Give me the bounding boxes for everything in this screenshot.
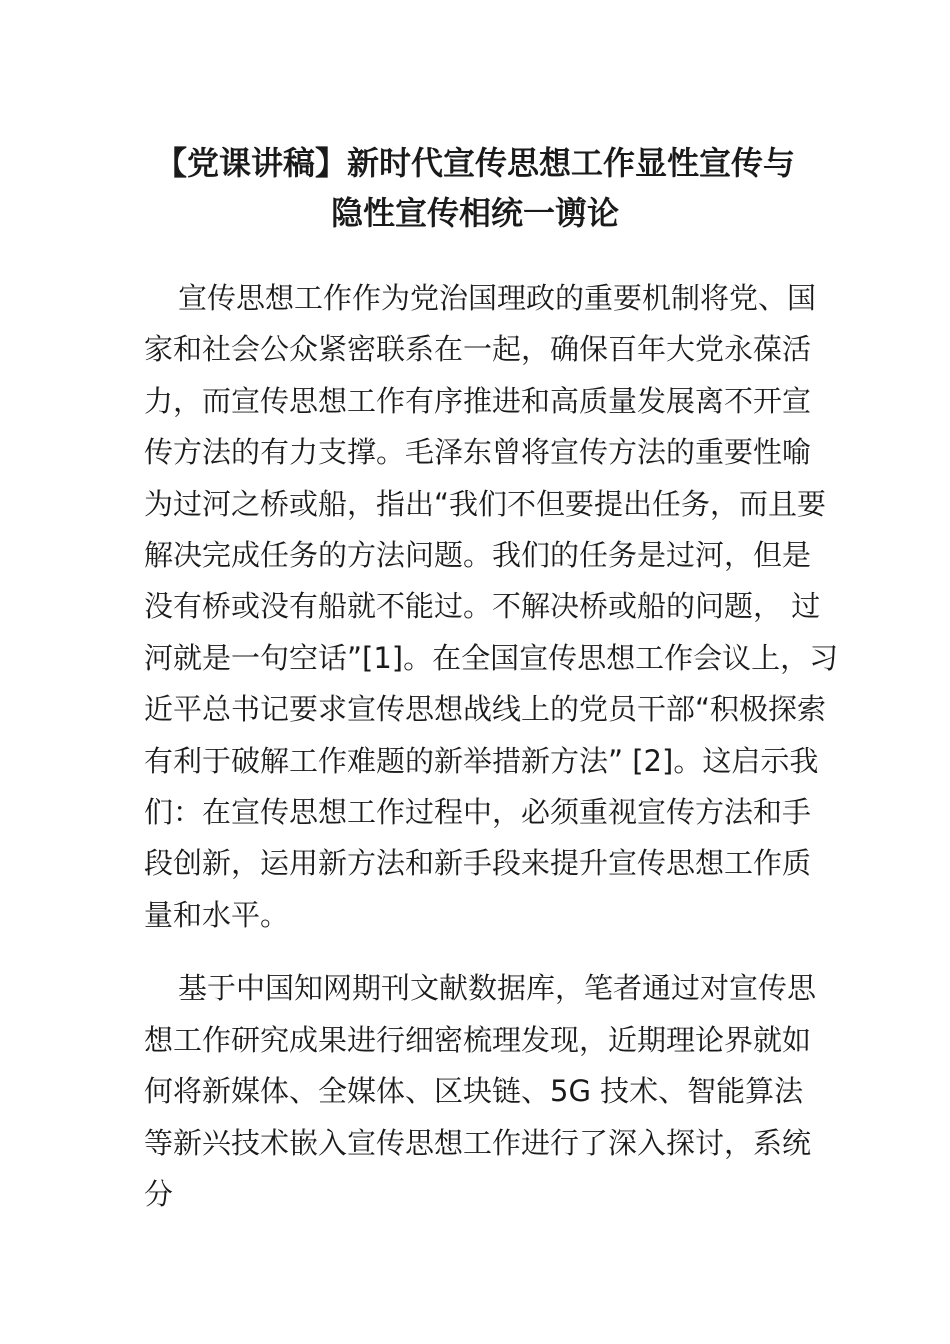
- text-line: 量和水平。: [144, 897, 290, 932]
- text-line: 力，而宣传思想工作有序推进和高质量发展离不开宣: [144, 383, 812, 418]
- title-line: 隐性宣传相统一谫论: [330, 194, 619, 232]
- text-line: 家和社会公众紧密联系在一起，确保百年大党永葆活: [144, 332, 812, 367]
- document-title: [120, 138, 830, 238]
- text-line: 没有桥或没有船就不能过。不解决桥或船的问题， 过: [144, 589, 821, 624]
- text-line: 分: [144, 1176, 174, 1211]
- text-line: 想工作研究成果进行细密梳理发现，近期理论界就如: [144, 1022, 812, 1057]
- paragraph: [144, 963, 824, 1220]
- text-line: 等新兴技术嵌入宣传思想工作进行了深入探讨，系统: [144, 1125, 812, 1160]
- text-line: 有利于破解工作难题的新举措新方法” [2]。这启示我: [144, 743, 819, 778]
- text-line: 基于中国知网期刊文献数据库，笔者通过对宣传思: [178, 971, 817, 1006]
- paragraph: [144, 273, 839, 941]
- text-line: 宣传思想工作作为党治国理政的重要机制将党、国: [178, 281, 817, 315]
- text-line: 近平总书记要求宣传思想战线上的党员干部“积极探索: [144, 692, 827, 727]
- text-line: 为过河之桥或船，指出“我们不但要提出任务，而且要: [144, 486, 827, 521]
- text-line: 段创新，运用新方法和新手段来提升宣传思想工作质: [144, 846, 812, 881]
- title-line: 【党课讲稿】新时代宣传思想工作显性宣传与: [154, 144, 795, 182]
- document-body: [144, 273, 839, 1220]
- text-line: 河就是一句空话”[1]。在全国宣传思想工作会议上，习: [144, 640, 839, 675]
- text-line: 们：在宣传思想工作过程中，必须重视宣传方法和手: [144, 795, 812, 830]
- text-line: 传方法的有力支撑。毛泽东曾将宣传方法的重要性喻: [144, 435, 812, 470]
- text-line: 解决完成任务的方法问题。我们的任务是过河，但是: [144, 538, 812, 573]
- text-line: 何将新媒体、全媒体、区块链、5G 技术、智能算法: [144, 1074, 804, 1109]
